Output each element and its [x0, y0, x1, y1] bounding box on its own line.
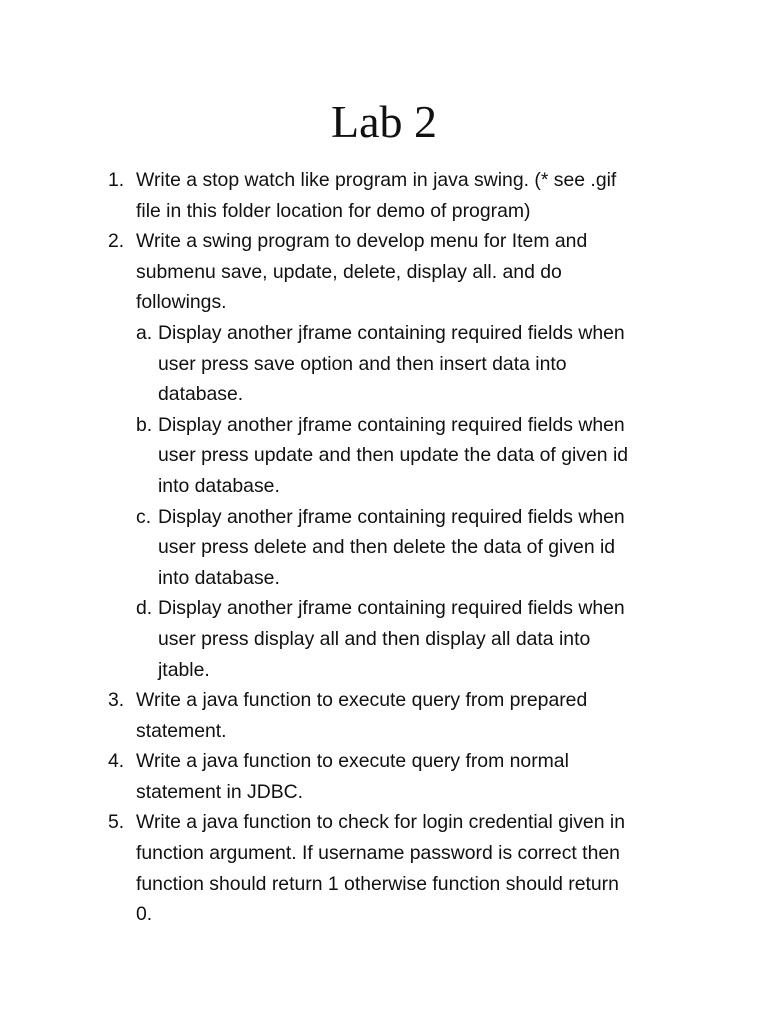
item-line: Write a swing program to develop menu for Item and [136, 230, 588, 253]
item-number: 3. [108, 689, 125, 712]
list-item [108, 807, 688, 929]
subitem-line: user press save option and then insert data into [158, 352, 567, 375]
subitem-line: user press display all and then display all data into [158, 627, 591, 650]
subitem-letter: b. [136, 413, 153, 436]
item-number: 4. [108, 750, 125, 773]
task-list [108, 165, 688, 930]
item-line: Write a java function to check for login credential given in [136, 811, 625, 834]
item-number: 1. [108, 169, 125, 191]
item-line: 0. [136, 903, 153, 926]
subitem-letter: d. [136, 597, 153, 620]
list-item [108, 165, 688, 226]
item-number: 2. [108, 230, 125, 253]
subitem-line: into database. [158, 566, 280, 589]
sub-list-item [108, 410, 688, 502]
page-title: Lab 2 [330, 96, 437, 147]
item-line: followings. [136, 291, 227, 314]
item-number: 5. [108, 811, 125, 834]
sub-list-item [108, 502, 688, 594]
subitem-letter: a. [136, 321, 153, 344]
sub-list-item [108, 318, 688, 410]
item-line: function should return 1 otherwise function should return [136, 872, 619, 895]
list-item [108, 746, 688, 807]
sub-list-item [108, 593, 688, 685]
item-line: Write a stop watch like program in java swing. (* see .gif [136, 169, 617, 191]
subitem-line: into database. [158, 474, 280, 497]
subitem-line: user press update and then update the data of given id [158, 444, 629, 467]
subitem-line: Display another jframe containing required fields when [158, 505, 625, 528]
item-line: Write a java function to execute query from normal [136, 750, 569, 773]
subitem-line: jtable. [158, 658, 210, 681]
item-line: submenu save, update, delete, display all. and do [136, 260, 562, 283]
item-line: statement. [136, 719, 227, 742]
subitem-line: user press delete and then delete the data of given id [158, 536, 616, 559]
item-line: statement in JDBC. [136, 780, 304, 803]
subitem-letter: c. [136, 505, 152, 528]
subitem-line: database. [158, 383, 244, 406]
list-item [108, 226, 688, 318]
item-line: Write a java function to execute query from prepared [136, 689, 588, 712]
item-line: file in this folder location for demo of program) [136, 199, 531, 222]
subitem-line: Display another jframe containing required fields when [158, 413, 625, 436]
item-line: function argument. If username password is correct then [136, 842, 620, 865]
list-item [108, 685, 688, 746]
subitem-line: Display another jframe containing required fields when [158, 597, 625, 620]
subitem-line: Display another jframe containing required fields when [158, 321, 625, 344]
